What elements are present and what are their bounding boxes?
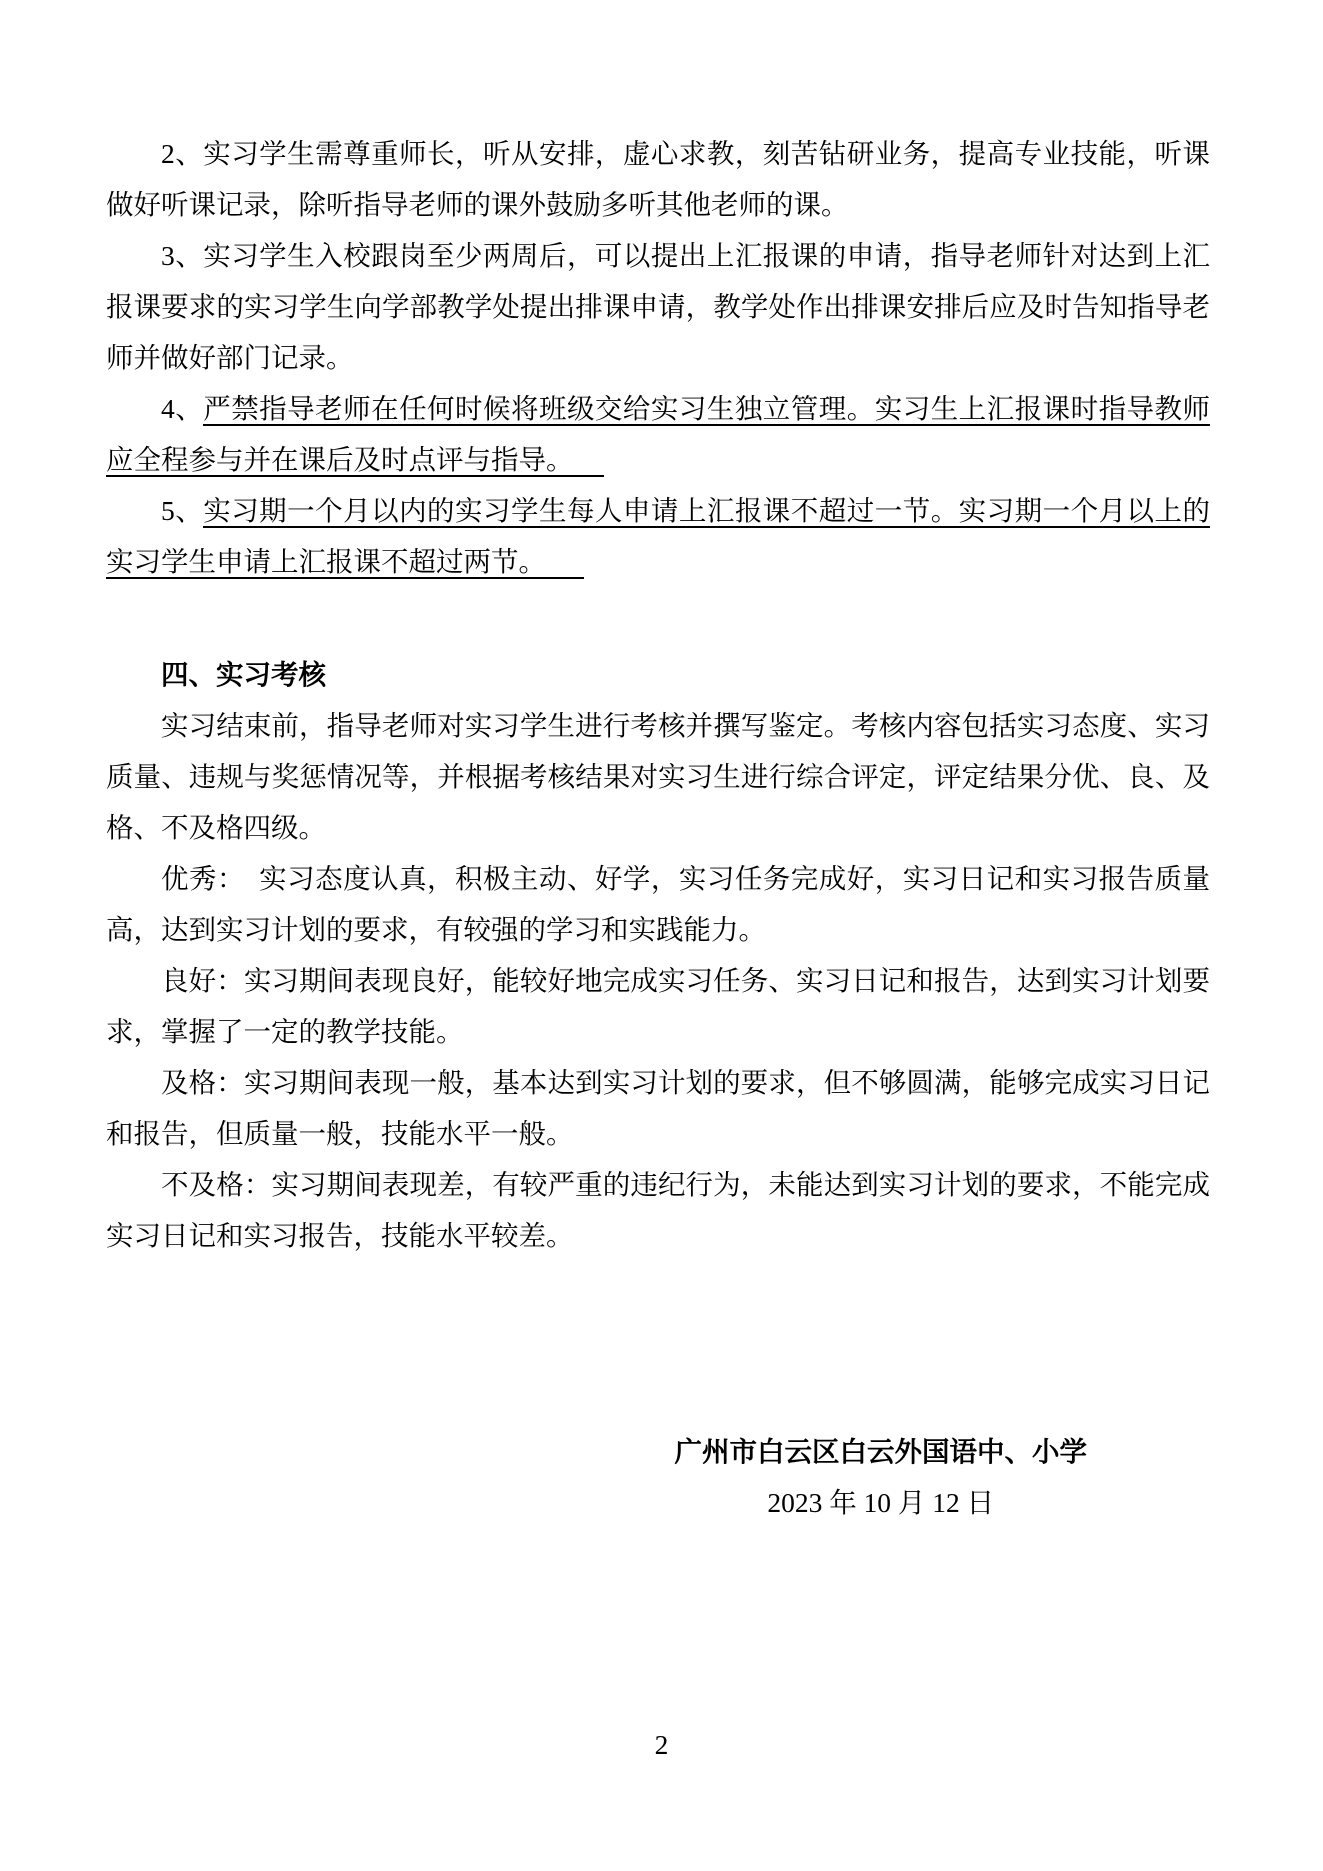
- grade-pass-paragraph: [106, 1057, 1210, 1159]
- list-item-5-number: 5、: [161, 495, 204, 526]
- grade-fail-paragraph: [106, 1159, 1210, 1261]
- section-heading-text: 四、实习考核: [161, 659, 326, 690]
- signature-block: [675, 1426, 1088, 1528]
- grade-fail-text: 不及格：实习期间表现差，有较严重的违纪行为，未能达到实习计划的要求，不能完成实习日记和实习报告，技能水平较差。: [106, 1169, 1210, 1251]
- list-item-5-underlined-text: 实习期一个月以内的实习学生每人申请上汇报课不超过一节。实习期一个月以上的实习学生申请上汇报课不超过两节。: [106, 495, 1211, 577]
- list-item-3-text: 3、实习学生入校跟岗至少两周后，可以提出上汇报课的申请，指导老师针对达到上汇报课要求的实习学生向学部教学处提出排课申请，教学处作出排课安排后应及时告知指导老师并做好部门记录。: [106, 240, 1210, 373]
- assessment-intro-paragraph: [106, 700, 1210, 853]
- list-item-3: [106, 230, 1210, 383]
- grade-excellent-text: 优秀： 实习态度认真，积极主动、好学，实习任务完成好，实习日记和实习报告质量高，达到实习计划的要求，有较强的学习和实践能力。: [106, 863, 1210, 945]
- list-item-2: [106, 128, 1210, 230]
- grade-excellent-paragraph: [106, 853, 1210, 955]
- assessment-intro-text: 实习结束前，指导老师对实习学生进行考核并撰写鉴定。考核内容包括实习态度、实习质量、违规与奖惩情况等，并根据考核结果对实习生进行综合评定，评定结果分优、良、及格、不及格四级。: [106, 710, 1210, 843]
- list-item-4-number: 4、: [161, 393, 204, 424]
- grade-pass-text: 及格：实习期间表现一般，基本达到实习计划的要求，但不够圆满，能够完成实习日记和报告，但质量一般，技能水平一般。: [106, 1067, 1210, 1149]
- page-number: 2: [654, 1729, 669, 1760]
- list-item-2-text: 2、实习学生需尊重师长，听从安排，虚心求教，刻苦钻研业务，提高专业技能，听课做好听课记录，除听指导老师的课外鼓励多听其他老师的课。: [106, 138, 1210, 220]
- grade-good-text: 良好：实习期间表现良好，能较好地完成实习任务、实习日记和报告，达到实习计划要求，掌握了一定的教学技能。: [106, 965, 1210, 1047]
- signature-date: 2023 年 10 月 12 日: [767, 1487, 995, 1518]
- list-item-5: [106, 485, 1210, 587]
- grade-good-paragraph: [106, 955, 1210, 1057]
- signature-school-name: 广州市白云区白云外国语中、小学: [674, 1436, 1087, 1467]
- list-item-4: [106, 383, 1210, 485]
- list-item-4-underlined-text: 严禁指导老师在任何时候将班级交给实习生独立管理。实习生上汇报课时指导教师应全程参与并在课后及时点评与指导。: [106, 393, 1211, 475]
- section-heading: [106, 649, 1210, 700]
